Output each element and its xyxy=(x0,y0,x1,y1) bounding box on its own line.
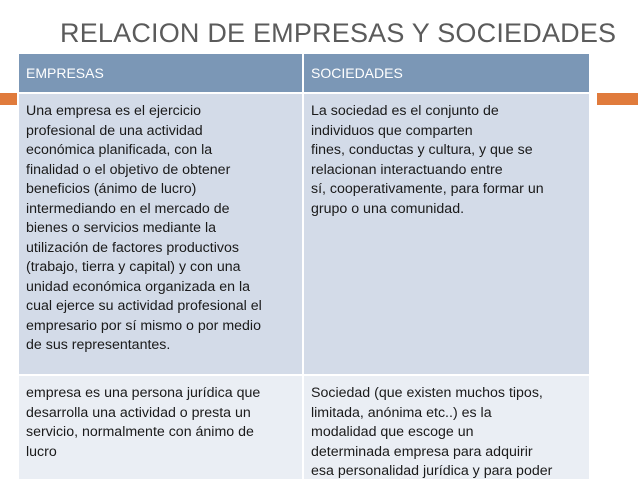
comparison-table xyxy=(19,54,589,479)
cell-text: empresa es una persona jurídica que desarrolla una actividad o presta un servicio, normalmente con ánimo de lucro xyxy=(26,385,261,460)
cell-empresa-definition xyxy=(19,93,303,375)
cell-empresa-juridica xyxy=(19,375,303,479)
table-row xyxy=(19,375,589,479)
header-empresas: EMPRESAS xyxy=(19,54,303,93)
cell-text: Una empresa es el ejercicio profesional de una actividad económica planificada, con la finalidad o el objetivo de obtener beneficios (ánimo de lucro) intermediando en el mercado de bienes o servicios mediante la utilización de factores productivos (trabajo, tierra y capital) y con una unidad económica organizada en la cual ejerce su actividad profesional el empresario por sí mismo o por medio de sus representantes. xyxy=(26,103,262,353)
cell-text: La sociedad es el conjunto de individuos que comparten fines, conductas y cultura, y que se relacionan interactuando entre sí, cooperativamente, para formar un grupo o una comunidad. xyxy=(311,103,544,217)
table-header-row xyxy=(19,54,589,93)
cell-text: Sociedad (que existen muchos tipos, limitada, anónima etc..) es la modalidad que escoge un determinada empresa para adquirir esa personalidad jurídica y para poder xyxy=(311,385,553,479)
accent-bar-right xyxy=(597,93,638,105)
table-row xyxy=(19,93,589,375)
accent-bar-left xyxy=(0,93,17,105)
slide-title: RELACION DE EMPRESAS Y SOCIEDADES xyxy=(60,18,617,48)
cell-sociedad-definition xyxy=(303,93,589,375)
cell-sociedad-juridica xyxy=(303,375,589,479)
comparison-table-container xyxy=(19,54,589,479)
header-sociedades: SOCIEDADES xyxy=(303,54,589,93)
